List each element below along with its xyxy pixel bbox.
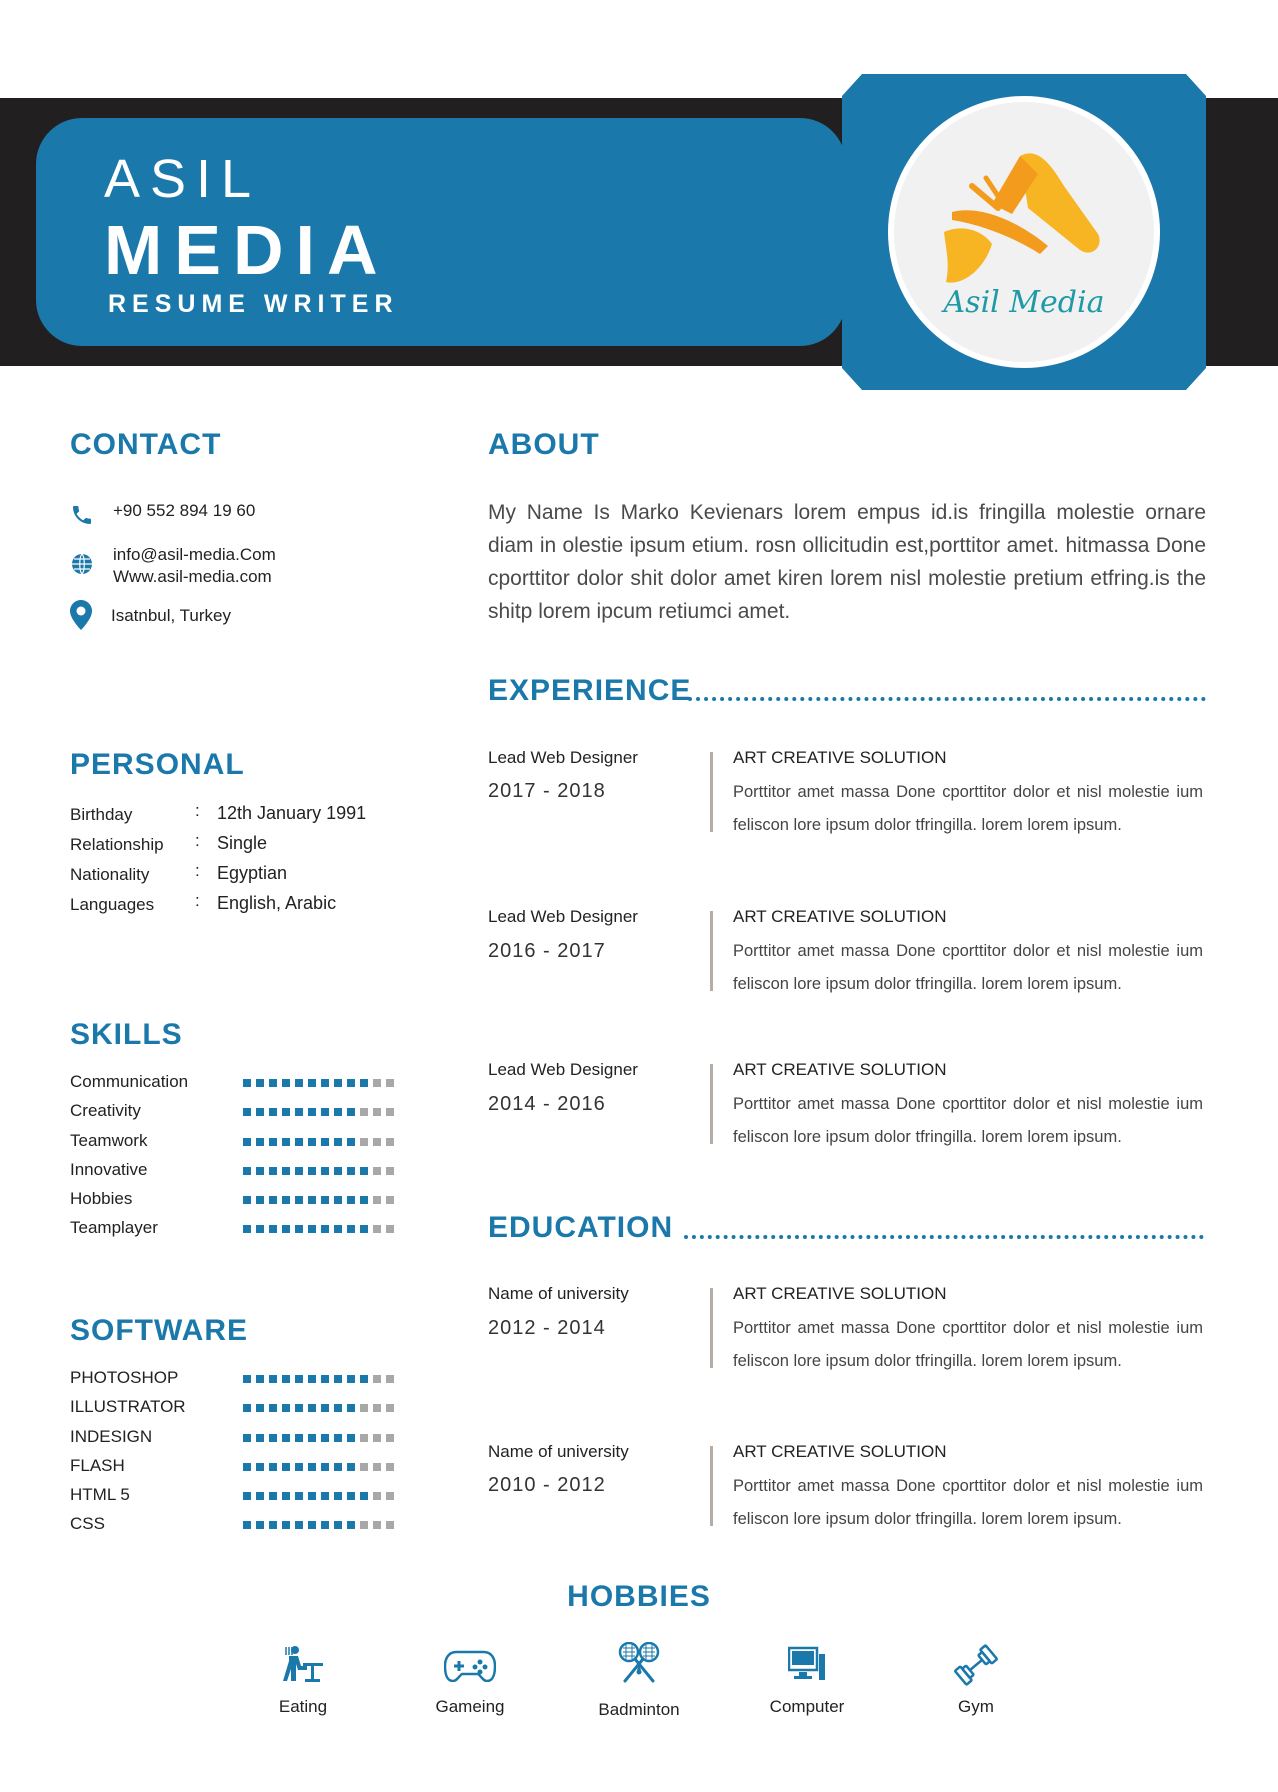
experience-entry [488, 1060, 1208, 1180]
about-heading: ABOUT [488, 428, 600, 461]
rating-dot-empty [386, 1167, 394, 1175]
personal-label: Nationality [70, 865, 150, 884]
rating-dot-filled [295, 1108, 303, 1116]
personal-row-languages [70, 893, 410, 923]
skill-rating [243, 1225, 394, 1233]
rating-dot-filled [256, 1108, 264, 1116]
hobbies-heading: HOBBIES [567, 1580, 711, 1613]
entry-organization: ART CREATIVE SOLUTION [733, 1442, 947, 1461]
rating-dot-filled [243, 1404, 251, 1412]
software-list [70, 1366, 410, 1542]
rating-dot-filled [347, 1225, 355, 1233]
rating-dot-empty [373, 1404, 381, 1412]
rating-dot-filled [282, 1492, 290, 1500]
rating-dot-filled [269, 1225, 277, 1233]
rating-dot-filled [295, 1521, 303, 1529]
rating-dot-filled [347, 1521, 355, 1529]
software-label: ILLUSTRATOR [70, 1397, 186, 1417]
rating-dot-filled [295, 1492, 303, 1500]
contact-location: Isatnbul, Turkey [111, 606, 232, 625]
experience-entry [488, 907, 1208, 1027]
rating-dot-filled [321, 1492, 329, 1500]
rating-dot-filled [282, 1108, 290, 1116]
rating-dot-filled [243, 1375, 251, 1383]
entry-organization: ART CREATIVE SOLUTION [733, 1060, 947, 1079]
rating-dot-filled [243, 1108, 251, 1116]
personal-heading: PERSONAL [70, 748, 245, 781]
software-row [70, 1425, 410, 1454]
brand-name-line1: ASIL [104, 149, 262, 209]
entry-organization: ART CREATIVE SOLUTION [733, 748, 947, 767]
rating-dot-empty [386, 1521, 394, 1529]
rating-dot-filled [334, 1138, 342, 1146]
personal-row-birthday [70, 803, 410, 833]
entry-years: 2016 - 2017 [488, 940, 606, 962]
entry-divider [710, 1064, 713, 1144]
rating-dot-empty [360, 1463, 368, 1471]
about-paragraph: My Name Is Marko Kevienars lorem empus id.is fringilla molestie ornare diam in olestie ipsum etium. rosn ollicitudin est,porttitor amet. hitmassa Done cporttitor dolor shit dolor amet kiren lorem nisl molestie pretium etfring.is the shitp lorem ipcum retiumci amet. [488, 501, 1206, 623]
rating-dot-filled [295, 1167, 303, 1175]
rating-dot-filled [269, 1375, 277, 1383]
rating-dot-filled [256, 1375, 264, 1383]
software-row [70, 1483, 410, 1512]
rating-dot-filled [321, 1138, 329, 1146]
rating-dot-filled [243, 1434, 251, 1442]
rating-dot-filled [360, 1375, 368, 1383]
rating-dot-empty [373, 1196, 381, 1204]
contact-heading: CONTACT [70, 428, 222, 461]
rating-dot-filled [334, 1167, 342, 1175]
rating-dot-filled [308, 1225, 316, 1233]
rating-dot-filled [269, 1492, 277, 1500]
rating-dot-filled [295, 1079, 303, 1087]
rating-dot-filled [360, 1492, 368, 1500]
rating-dot-filled [243, 1079, 251, 1087]
rating-dot-filled [269, 1108, 277, 1116]
skill-label: Creativity [70, 1101, 141, 1121]
rating-dot-filled [269, 1404, 277, 1412]
rating-dot-empty [373, 1463, 381, 1471]
dumbbell-icon [954, 1644, 998, 1686]
rating-dot-filled [321, 1167, 329, 1175]
entry-role: Lead Web Designer [488, 1060, 638, 1079]
entry-role: Name of university [488, 1284, 629, 1303]
entry-divider [710, 752, 713, 832]
rating-dot-filled [282, 1225, 290, 1233]
software-row [70, 1454, 410, 1483]
rating-dot-filled [360, 1225, 368, 1233]
experience-divider [688, 697, 1206, 701]
rating-dot-filled [308, 1375, 316, 1383]
software-row [70, 1512, 410, 1541]
rating-dot-empty [386, 1434, 394, 1442]
skill-row [70, 1216, 410, 1245]
rating-dot-empty [373, 1225, 381, 1233]
location-pin-icon [70, 600, 92, 630]
rating-dot-filled [308, 1196, 316, 1204]
rating-dot-filled [321, 1108, 329, 1116]
rating-dot-filled [282, 1375, 290, 1383]
personal-value: Egyptian [217, 863, 288, 883]
rating-dot-filled [308, 1492, 316, 1500]
skill-row [70, 1099, 410, 1128]
rating-dot-filled [243, 1167, 251, 1175]
rating-dot-empty [386, 1196, 394, 1204]
rating-dot-filled [243, 1225, 251, 1233]
rating-dot-filled [308, 1463, 316, 1471]
software-rating [243, 1463, 394, 1471]
rating-dot-filled [321, 1434, 329, 1442]
skills-heading: SKILLS [70, 1018, 183, 1051]
personal-label: Relationship [70, 835, 164, 854]
rating-dot-filled [308, 1434, 316, 1442]
rating-dot-filled [360, 1079, 368, 1087]
software-label: PHOTOSHOP [70, 1368, 179, 1387]
skill-label: Innovative [70, 1159, 148, 1179]
personal-colon: : [195, 891, 200, 910]
globe-icon [70, 552, 94, 576]
rating-dot-filled [347, 1492, 355, 1500]
rating-dot-filled [282, 1079, 290, 1087]
skill-row [70, 1129, 410, 1158]
rating-dot-filled [256, 1463, 264, 1471]
logo-text: Asil Media [943, 285, 1105, 320]
personal-value: English, Arabic [217, 893, 337, 913]
rating-dot-filled [321, 1225, 329, 1233]
skill-label: Communication [70, 1072, 189, 1091]
eating-icon [283, 1645, 323, 1683]
rating-dot-empty [373, 1108, 381, 1116]
brand-name-line2: MEDIA [104, 211, 390, 289]
rating-dot-filled [347, 1108, 355, 1116]
software-label: INDESIGN [70, 1426, 153, 1446]
personal-colon: : [195, 831, 200, 850]
skill-row [70, 1070, 410, 1099]
skill-row [70, 1158, 410, 1187]
software-rating [243, 1404, 394, 1412]
hobby-label-eating: Eating [278, 1697, 328, 1716]
skill-row [70, 1187, 410, 1216]
skills-list [70, 1070, 410, 1246]
rating-dot-filled [334, 1108, 342, 1116]
education-entry [488, 1442, 1208, 1562]
skill-label: Teamwork [70, 1130, 148, 1150]
experience-entry [488, 748, 1208, 868]
entry-description: Porttitor amet massa Done cporttitor dolor et nisl molestie ium feliscon lore ipsum dolor tfringilla. lorem lorem ipsum. [733, 1095, 1203, 1146]
rating-dot-filled [243, 1138, 251, 1146]
hobby-label-badminton: Badminton [598, 1700, 680, 1719]
rating-dot-filled [308, 1138, 316, 1146]
rating-dot-filled [360, 1167, 368, 1175]
rating-dot-filled [334, 1434, 342, 1442]
rating-dot-filled [256, 1138, 264, 1146]
software-row [70, 1366, 410, 1395]
rating-dot-filled [243, 1196, 251, 1204]
rating-dot-empty [373, 1492, 381, 1500]
rating-dot-filled [243, 1463, 251, 1471]
rating-dot-filled [269, 1463, 277, 1471]
rating-dot-filled [282, 1196, 290, 1204]
education-divider [684, 1235, 1204, 1239]
personal-table [70, 803, 410, 923]
personal-value: Single [217, 833, 268, 853]
rating-dot-filled [321, 1375, 329, 1383]
skill-rating [243, 1138, 394, 1146]
entry-years: 2017 - 2018 [488, 780, 606, 802]
software-label: HTML 5 [70, 1485, 130, 1505]
skill-rating [243, 1196, 394, 1204]
rating-dot-filled [308, 1404, 316, 1412]
entry-description: Porttitor amet massa Done cporttitor dolor et nisl molestie ium feliscon lore ipsum dolor tfringilla. lorem lorem ipsum. [733, 1319, 1203, 1370]
rating-dot-filled [282, 1404, 290, 1412]
personal-value: 12th January 1991 [217, 803, 367, 823]
rating-dot-filled [347, 1196, 355, 1204]
rating-dot-filled [321, 1521, 329, 1529]
software-rating [243, 1434, 394, 1442]
contact-email: info@asil-media.Com [113, 545, 276, 564]
rating-dot-filled [295, 1225, 303, 1233]
rating-dot-filled [256, 1225, 264, 1233]
personal-row-nationality [70, 863, 410, 893]
entry-role: Lead Web Designer [488, 907, 638, 926]
rating-dot-filled [282, 1167, 290, 1175]
rating-dot-filled [269, 1196, 277, 1204]
gamepad-icon [444, 1650, 496, 1682]
rating-dot-empty [373, 1079, 381, 1087]
entry-divider [710, 1288, 713, 1368]
contact-website: Www.asil-media.com [113, 567, 272, 586]
rating-dot-filled [308, 1167, 316, 1175]
education-heading: EDUCATION [488, 1211, 674, 1244]
rating-dot-filled [256, 1434, 264, 1442]
skill-label: Hobbies [70, 1189, 133, 1209]
rating-dot-filled [360, 1196, 368, 1204]
rating-dot-filled [334, 1404, 342, 1412]
rating-dot-empty [373, 1167, 381, 1175]
entry-years: 2012 - 2014 [488, 1317, 606, 1339]
rating-dot-filled [295, 1463, 303, 1471]
rating-dot-filled [256, 1492, 264, 1500]
entry-role: Name of university [488, 1442, 629, 1461]
software-rating [243, 1375, 394, 1383]
rating-dot-filled [347, 1463, 355, 1471]
software-label: FLASH [70, 1455, 125, 1475]
rating-dot-empty [360, 1138, 368, 1146]
personal-row-relationship [70, 833, 410, 863]
rating-dot-filled [295, 1434, 303, 1442]
rating-dot-filled [269, 1079, 277, 1087]
rating-dot-filled [347, 1167, 355, 1175]
entry-description: Porttitor amet massa Done cporttitor dolor et nisl molestie ium feliscon lore ipsum dolor tfringilla. lorem lorem ipsum. [733, 1477, 1203, 1528]
entry-organization: ART CREATIVE SOLUTION [733, 907, 947, 926]
entry-years: 2014 - 2016 [488, 1093, 606, 1115]
rating-dot-empty [386, 1225, 394, 1233]
rating-dot-filled [308, 1521, 316, 1529]
rating-dot-filled [269, 1434, 277, 1442]
rating-dot-filled [347, 1375, 355, 1383]
software-row [70, 1395, 410, 1424]
rating-dot-filled [321, 1463, 329, 1471]
rating-dot-empty [373, 1521, 381, 1529]
hobby-label-gaming: Gameing [435, 1697, 505, 1716]
rating-dot-empty [373, 1375, 381, 1383]
personal-label: Languages [70, 895, 155, 914]
rating-dot-empty [386, 1108, 394, 1116]
software-heading: SOFTWARE [70, 1314, 248, 1347]
rating-dot-empty [386, 1079, 394, 1087]
rating-dot-filled [295, 1375, 303, 1383]
hobby-label-gym: Gym [958, 1697, 994, 1716]
software-rating [243, 1521, 394, 1529]
personal-colon: : [195, 861, 200, 880]
rating-dot-filled [282, 1434, 290, 1442]
rating-dot-empty [386, 1404, 394, 1412]
rating-dot-filled [334, 1463, 342, 1471]
entry-role: Lead Web Designer [488, 748, 638, 767]
rating-dot-empty [360, 1108, 368, 1116]
rating-dot-filled [256, 1404, 264, 1412]
contact-phone: +90 552 894 19 60 [113, 501, 256, 520]
rating-dot-filled [321, 1404, 329, 1412]
rating-dot-empty [386, 1463, 394, 1471]
rating-dot-empty [386, 1492, 394, 1500]
rating-dot-filled [321, 1196, 329, 1204]
entry-divider [710, 911, 713, 991]
personal-colon: : [195, 801, 200, 820]
rating-dot-filled [295, 1196, 303, 1204]
rating-dot-filled [269, 1138, 277, 1146]
computer-icon [788, 1646, 826, 1682]
entry-divider [710, 1446, 713, 1526]
rating-dot-filled [282, 1138, 290, 1146]
rating-dot-filled [347, 1079, 355, 1087]
logo-badge [842, 74, 1206, 390]
skill-label: Teamplayer [70, 1218, 158, 1238]
rating-dot-filled [256, 1079, 264, 1087]
rating-dot-filled [334, 1196, 342, 1204]
rating-dot-filled [308, 1108, 316, 1116]
rating-dot-empty [360, 1404, 368, 1412]
education-entry [488, 1284, 1208, 1404]
skill-rating [243, 1108, 394, 1116]
rating-dot-filled [269, 1167, 277, 1175]
rating-dot-filled [243, 1492, 251, 1500]
rating-dot-filled [256, 1521, 264, 1529]
rating-dot-filled [295, 1404, 303, 1412]
phone-icon [70, 503, 94, 527]
rating-dot-filled [256, 1167, 264, 1175]
rating-dot-empty [386, 1375, 394, 1383]
brand-tagline: RESUME WRITER [108, 290, 399, 318]
rating-dot-empty [360, 1521, 368, 1529]
software-rating [243, 1492, 394, 1500]
rating-dot-filled [308, 1079, 316, 1087]
rating-dot-filled [334, 1521, 342, 1529]
software-label: CSS [70, 1514, 105, 1534]
rating-dot-filled [334, 1492, 342, 1500]
rating-dot-filled [256, 1196, 264, 1204]
rating-dot-filled [334, 1375, 342, 1383]
entry-organization: ART CREATIVE SOLUTION [733, 1284, 947, 1303]
rating-dot-empty [373, 1138, 381, 1146]
rating-dot-filled [243, 1521, 251, 1529]
rating-dot-filled [282, 1463, 290, 1471]
rating-dot-filled [282, 1521, 290, 1529]
rating-dot-filled [334, 1079, 342, 1087]
rating-dot-filled [347, 1434, 355, 1442]
entry-description: Porttitor amet massa Done cporttitor dolor et nisl molestie ium feliscon lore ipsum dolor tfringilla. lorem lorem ipsum. [733, 942, 1203, 993]
rating-dot-filled [347, 1404, 355, 1412]
rating-dot-empty [373, 1434, 381, 1442]
personal-label: Birthday [70, 805, 133, 824]
entry-years: 2010 - 2012 [488, 1474, 606, 1496]
rating-dot-filled [321, 1079, 329, 1087]
experience-heading: EXPERIENCE [488, 674, 692, 707]
rating-dot-filled [347, 1138, 355, 1146]
rating-dot-empty [386, 1138, 394, 1146]
rating-dot-filled [295, 1138, 303, 1146]
skill-rating [243, 1079, 394, 1087]
rating-dot-filled [334, 1225, 342, 1233]
hobby-label-computer: Computer [769, 1697, 845, 1716]
skill-rating [243, 1167, 394, 1175]
rating-dot-filled [269, 1521, 277, 1529]
badminton-icon [618, 1642, 660, 1686]
entry-description: Porttitor amet massa Done cporttitor dolor et nisl molestie ium feliscon lore ipsum dolor tfringilla. lorem lorem ipsum. [733, 783, 1203, 834]
rating-dot-empty [360, 1434, 368, 1442]
